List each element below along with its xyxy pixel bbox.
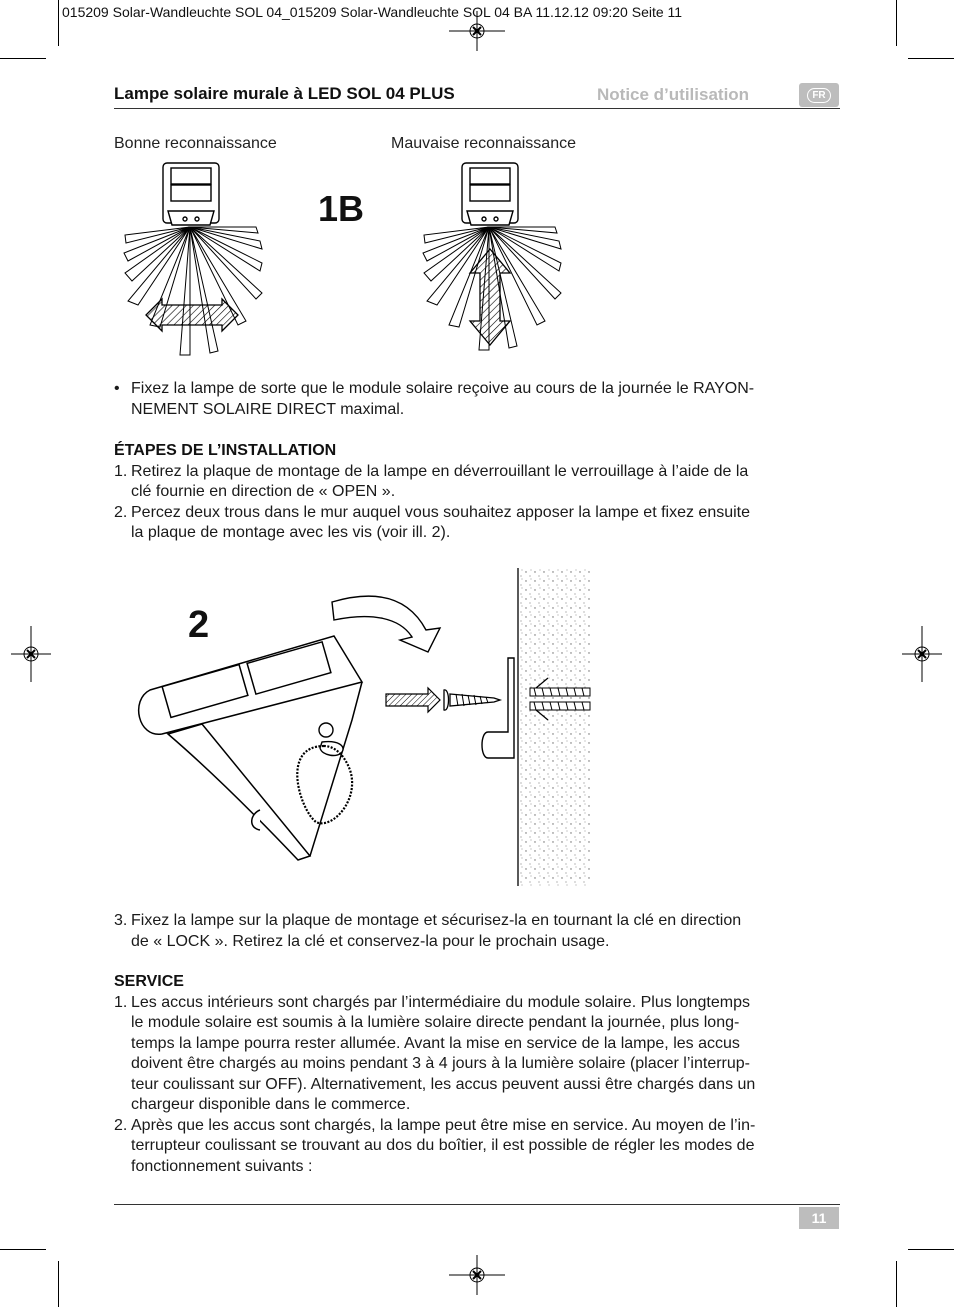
bad-detection-sensor (462, 163, 518, 225)
page-number: 11 (799, 1207, 839, 1229)
installation-step: 3. Fixez la lampe sur la plaque de montage et sécurisez-la en tournant la clé en direction de « LOCK ». Retirez la clé et conservez-la pour le prochain usage. (114, 912, 742, 950)
footer-rule (114, 1204, 840, 1205)
language-badge-label: FR (807, 88, 830, 103)
installation-heading: ÉTAPES DE L’INSTALLATION (114, 442, 337, 459)
service-step: 2. Après que les accus sont chargés, la lampe peut être mise en service. Au moyen de l’in- terrupteur coulissant se trouvant au dos du boîtier, il est possible de régler les modes de fonctionnement suivants : (114, 1116, 756, 1175)
language-badge (799, 83, 839, 107)
screw-icon (444, 690, 500, 710)
push-arrow-icon (386, 688, 440, 712)
service-step: 1. Les accus intérieurs sont chargés par l’intermédiaire du module solaire. Plus longtemps le module solaire est soumis à la lumière solaire directe pendant la journée, plus long- temps la lampe pourra rester allumée. Avant la mise en service de la lampe, les accus doivent être chargés au moins pendant 3 à 4 jours à la lumière solaire (placer l’interrup- teur coulissant sur OFF). Alternativement, les accus peuvent aussi être chargés dans un chargeur disponible dans le commerce. (114, 993, 756, 1113)
good-detection-sensor (163, 163, 219, 225)
good-detection-rays (124, 227, 262, 355)
rotate-arrow-icon (332, 596, 440, 652)
header-rule (114, 108, 840, 109)
mounting-plate (482, 658, 514, 758)
installation-section (114, 441, 840, 544)
bullet-line: Fixez la lampe de sorte que le module solaire reçoive au cours de la journée le RAYON- (131, 380, 755, 397)
installation-step-3 (114, 911, 840, 952)
wall (518, 568, 590, 886)
placement-bullet (114, 379, 840, 420)
installation-step: 2. Percez deux trous dans le mur auquel vous souhaitez apposer la lampe et fixez ensuite la plaque de montage avec les vis (voir ill. 2). (114, 503, 751, 541)
good-detection-caption: Bonne reconnaissance (114, 135, 277, 152)
installation-step: 1. Retirez la plaque de montage de la lampe en déverrouillant le verrouillage à l’aide de la clé fournie en direction de « OPEN ». (114, 462, 749, 500)
figure-1b-illustration (110, 155, 580, 365)
figure-2-label: 2 (188, 604, 210, 646)
bullet-line: NEMENT SOLAIRE DIRECT maximal. (131, 400, 405, 418)
bullet-mark: • (114, 380, 120, 397)
good-detection-arrow (146, 299, 238, 331)
bad-detection-caption: Mauvaise reconnaissance (391, 135, 576, 152)
figure-2-illustration (110, 560, 610, 890)
page-header-subtitle: Notice d’utilisation (597, 85, 750, 104)
print-slug: 015209 Solar-Wandleuchte SOL 04_015209 Solar-Wandleuchte SOL 04 BA 11.12.12 09:20 Seite 11 (62, 4, 683, 20)
service-section (114, 972, 840, 1177)
service-heading: SERVICE (114, 973, 184, 990)
page-header-title: Lampe solaire murale à LED SOL 04 PLUS (114, 84, 455, 103)
figure-1b-label: 1B (318, 188, 365, 229)
